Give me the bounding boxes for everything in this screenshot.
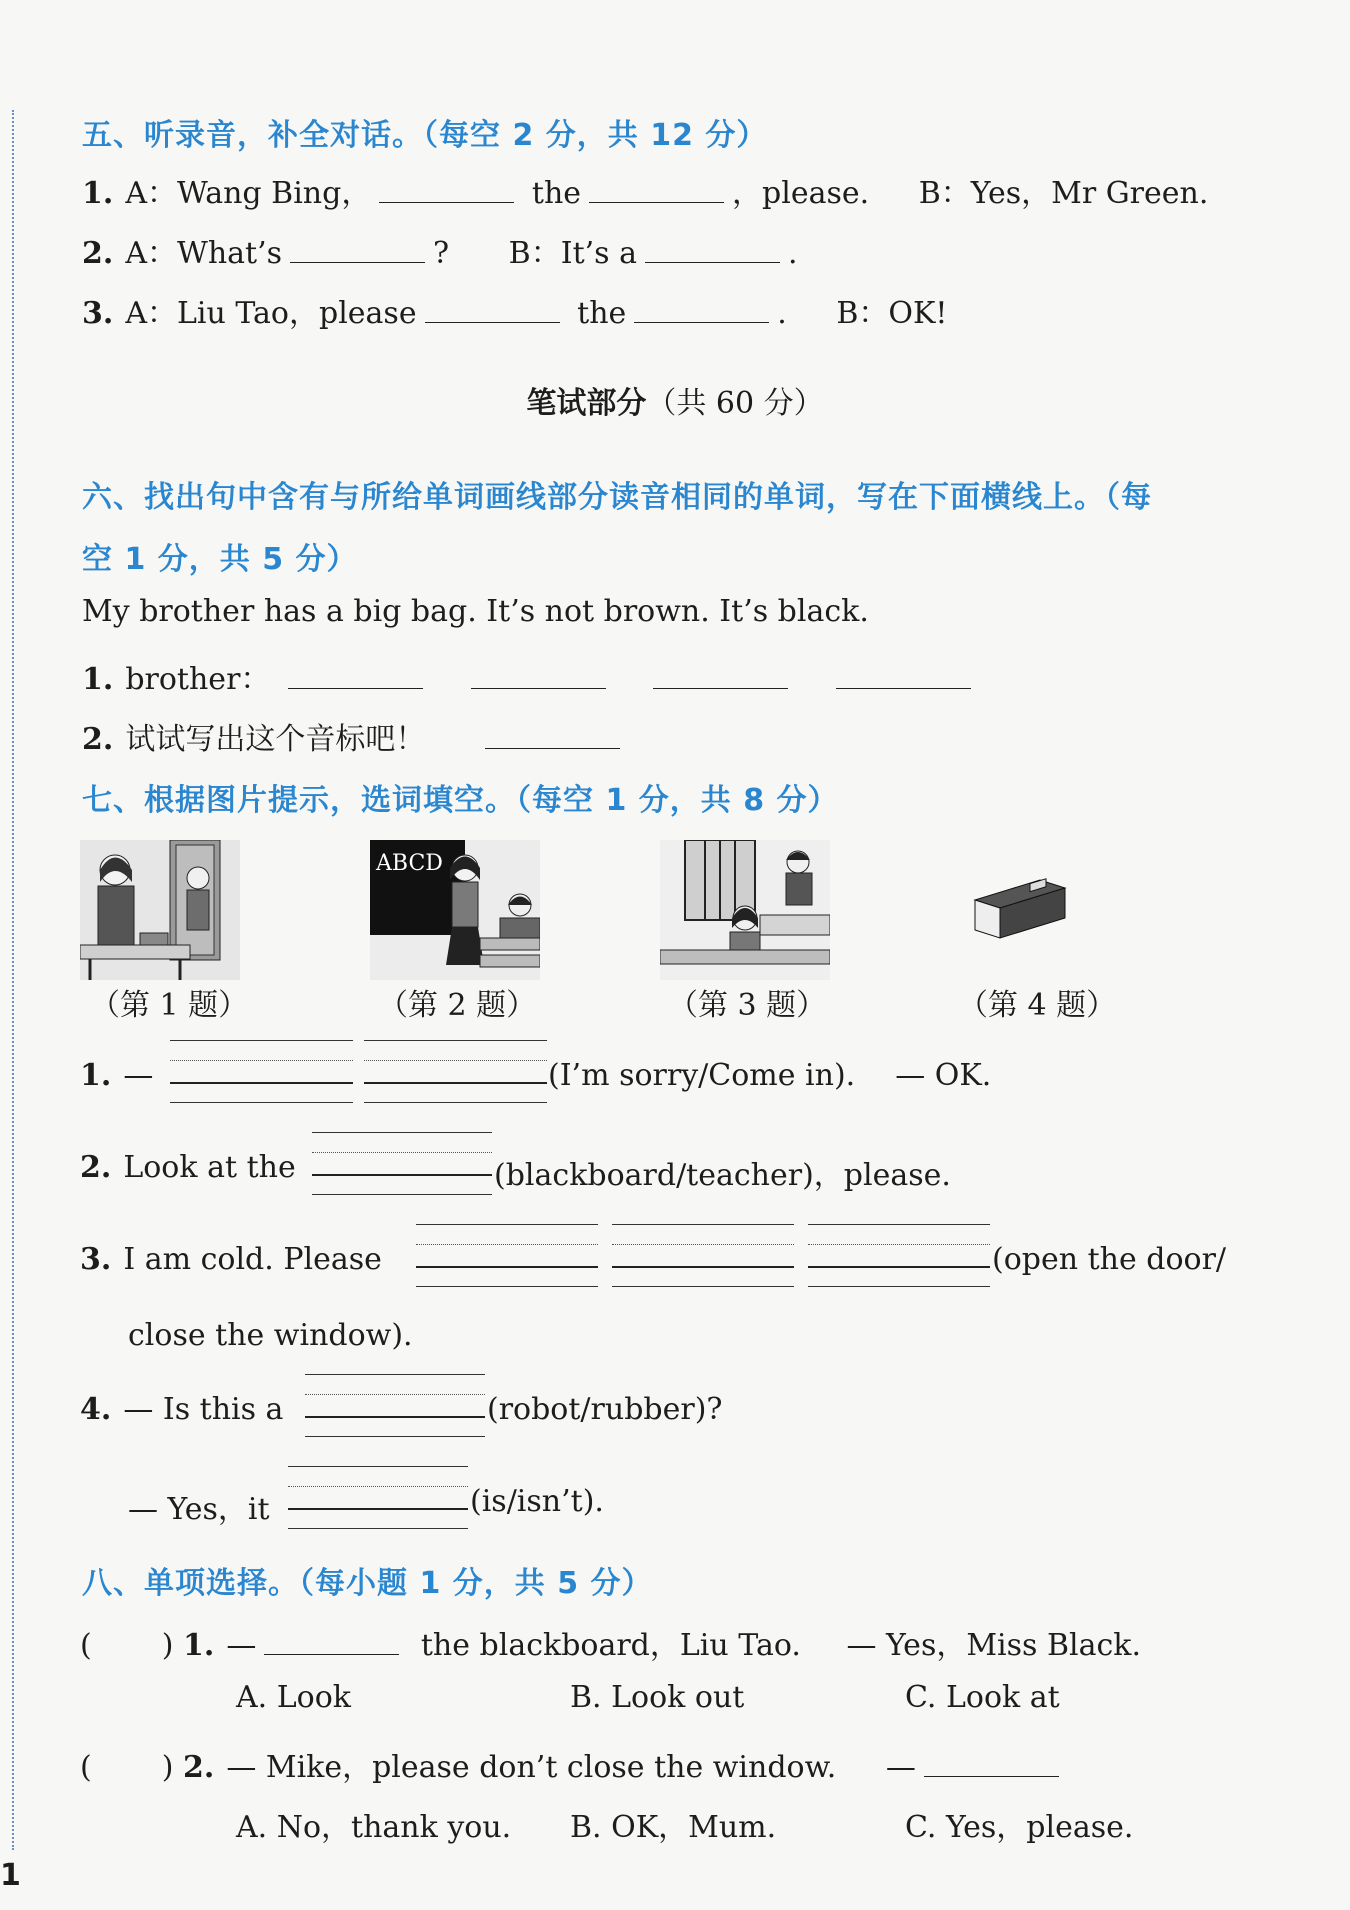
answer-blank[interactable] xyxy=(924,1750,1059,1777)
paren-right: ) xyxy=(161,1628,174,1663)
speaker-b-text: B：Yes，Mr Green. xyxy=(918,176,1209,211)
s7-q3 xyxy=(80,1242,382,1277)
section-7-title: 七、根据图片提示，选词填空。（每空 1 分，共 8 分） xyxy=(82,783,839,818)
caption-q1: （第 1 题） xyxy=(90,988,249,1023)
q-text: the blackboard，Liu Tao. xyxy=(420,1628,801,1663)
q-text: brother： xyxy=(125,662,271,697)
options: (I’m sorry/Come in). xyxy=(548,1058,856,1093)
reply: — Yes，Miss Black. xyxy=(846,1628,1142,1663)
paren-left: ( xyxy=(80,1628,92,1663)
s8-q1-option-a: A. Look xyxy=(236,1680,351,1715)
q-number: 1. xyxy=(182,1628,215,1663)
s5-line-1 xyxy=(82,168,1208,212)
answer-blank[interactable] xyxy=(290,236,425,263)
written-title: 笔试部分 xyxy=(526,386,647,421)
text-please: ，please. xyxy=(732,176,870,211)
answer-blank[interactable] xyxy=(471,662,606,689)
section-6-title-line1: 六、找出句中含有与所给单词画线部分读音相同的单词，写在下面横线上。（每 xyxy=(82,480,1152,515)
s7-q1 xyxy=(80,1058,153,1093)
s7-q4-reply-options: (is/isn’t). xyxy=(470,1484,604,1519)
written-points: （共 60 分） xyxy=(646,386,824,421)
paren-right: ) xyxy=(161,1750,174,1785)
writing-band[interactable] xyxy=(288,1466,468,1528)
s7-q4 xyxy=(80,1392,283,1427)
writing-band[interactable] xyxy=(612,1224,794,1286)
page-number: 1 xyxy=(0,1858,21,1893)
q-text: I am cold. Please xyxy=(123,1242,382,1277)
s7-q4-reply: — Yes，it xyxy=(128,1492,270,1527)
s8-q1 xyxy=(80,1620,1141,1664)
writing-band[interactable] xyxy=(312,1132,492,1194)
text-the: the xyxy=(531,176,582,211)
q-number: 1. xyxy=(82,176,114,211)
q-number: 2. xyxy=(82,722,114,757)
margin-dotted-line xyxy=(12,110,14,1850)
answer-blank[interactable] xyxy=(485,722,620,749)
dash: — xyxy=(885,1750,916,1785)
speaker-b-text: B：It’s a xyxy=(508,236,637,271)
s7-q2 xyxy=(80,1150,296,1185)
q-number: 3. xyxy=(82,296,114,331)
q-text: — Mike，please don’t close the window. xyxy=(226,1750,837,1785)
s8-q2 xyxy=(80,1742,1067,1786)
answer-blank[interactable] xyxy=(379,176,514,203)
s6-sentence: My brother has a big bag. It’s not brown. It’s black. xyxy=(82,594,869,629)
s7-q1-options xyxy=(548,1058,991,1093)
q-number: 4. xyxy=(80,1392,112,1427)
caption-q4: （第 4 题） xyxy=(958,988,1117,1023)
s6-q1 xyxy=(82,654,979,698)
caption-q2: （第 2 题） xyxy=(378,988,537,1023)
q-number: 2. xyxy=(80,1150,112,1185)
s7-q4-options: (robot/rubber)? xyxy=(487,1392,723,1427)
section-8-title: 八、单项选择。（每小题 1 分，共 5 分） xyxy=(82,1566,653,1601)
answer-blank[interactable] xyxy=(836,662,971,689)
writing-band[interactable] xyxy=(305,1374,485,1436)
q-text: Look at the xyxy=(123,1150,296,1185)
answer-blank[interactable] xyxy=(425,296,560,323)
answer-blank[interactable] xyxy=(589,176,724,203)
answer-blank[interactable] xyxy=(653,662,788,689)
dash: — xyxy=(226,1628,257,1663)
s7-q3-options: (open the door/ xyxy=(992,1242,1227,1277)
s5-line-2 xyxy=(82,228,798,272)
writing-band[interactable] xyxy=(170,1040,353,1102)
writing-band[interactable] xyxy=(364,1040,547,1102)
s7-q2-options: (blackboard/teacher)，please. xyxy=(494,1158,951,1193)
q-text: 试试写出这个音标吧！ xyxy=(125,722,426,757)
answer-blank[interactable] xyxy=(645,236,780,263)
writing-band[interactable] xyxy=(808,1224,990,1286)
q-text: — Is this a xyxy=(123,1392,284,1427)
answer-blank[interactable] xyxy=(634,296,769,323)
picture-1-classroom-door xyxy=(80,840,240,980)
reply: — OK. xyxy=(895,1058,992,1093)
s8-q1-option-b: B. Look out xyxy=(570,1680,745,1715)
written-part-title xyxy=(0,378,1350,422)
picture-2-blackboard xyxy=(370,840,540,980)
question-mark: ? xyxy=(433,236,450,271)
speaker-a-text: A：Wang Bing， xyxy=(125,176,372,211)
period: . xyxy=(777,296,787,331)
answer-blank[interactable] xyxy=(288,662,423,689)
s7-q3-options-cont: close the window). xyxy=(128,1318,413,1353)
q-number: 3. xyxy=(80,1242,112,1277)
section-5-title: 五、听录音，补全对话。（每空 2 分，共 12 分） xyxy=(82,118,768,153)
s8-q2-option-c: C. Yes，please. xyxy=(905,1810,1134,1845)
s8-q1-option-c: C. Look at xyxy=(905,1680,1060,1715)
caption-q3: （第 3 题） xyxy=(668,988,827,1023)
board-text: ABCD xyxy=(376,851,443,876)
paren-left: ( xyxy=(80,1750,92,1785)
q-number: 2. xyxy=(82,236,114,271)
speaker-a-text: A：Liu Tao，please xyxy=(125,296,417,331)
q-number: 1. xyxy=(82,662,114,697)
speaker-b-text: B：OK! xyxy=(836,296,948,331)
q-number: 1. xyxy=(80,1058,112,1093)
q-number: 2. xyxy=(182,1750,215,1785)
text-the: the xyxy=(577,296,627,331)
s6-q2 xyxy=(82,714,628,758)
writing-band[interactable] xyxy=(416,1224,598,1286)
dash: — xyxy=(123,1058,154,1093)
section-6-title-line2: 空 1 分，共 5 分） xyxy=(82,542,358,577)
speaker-a-text: A：What’s xyxy=(125,236,283,271)
s8-q2-option-a: A. No，thank you. xyxy=(236,1810,512,1845)
s5-line-3 xyxy=(82,288,947,332)
answer-blank[interactable] xyxy=(264,1628,399,1655)
picture-3-window xyxy=(660,840,830,980)
period: . xyxy=(787,236,798,271)
picture-4-rubber xyxy=(970,840,1070,980)
s8-q2-option-b: B. OK，Mum. xyxy=(570,1810,777,1845)
